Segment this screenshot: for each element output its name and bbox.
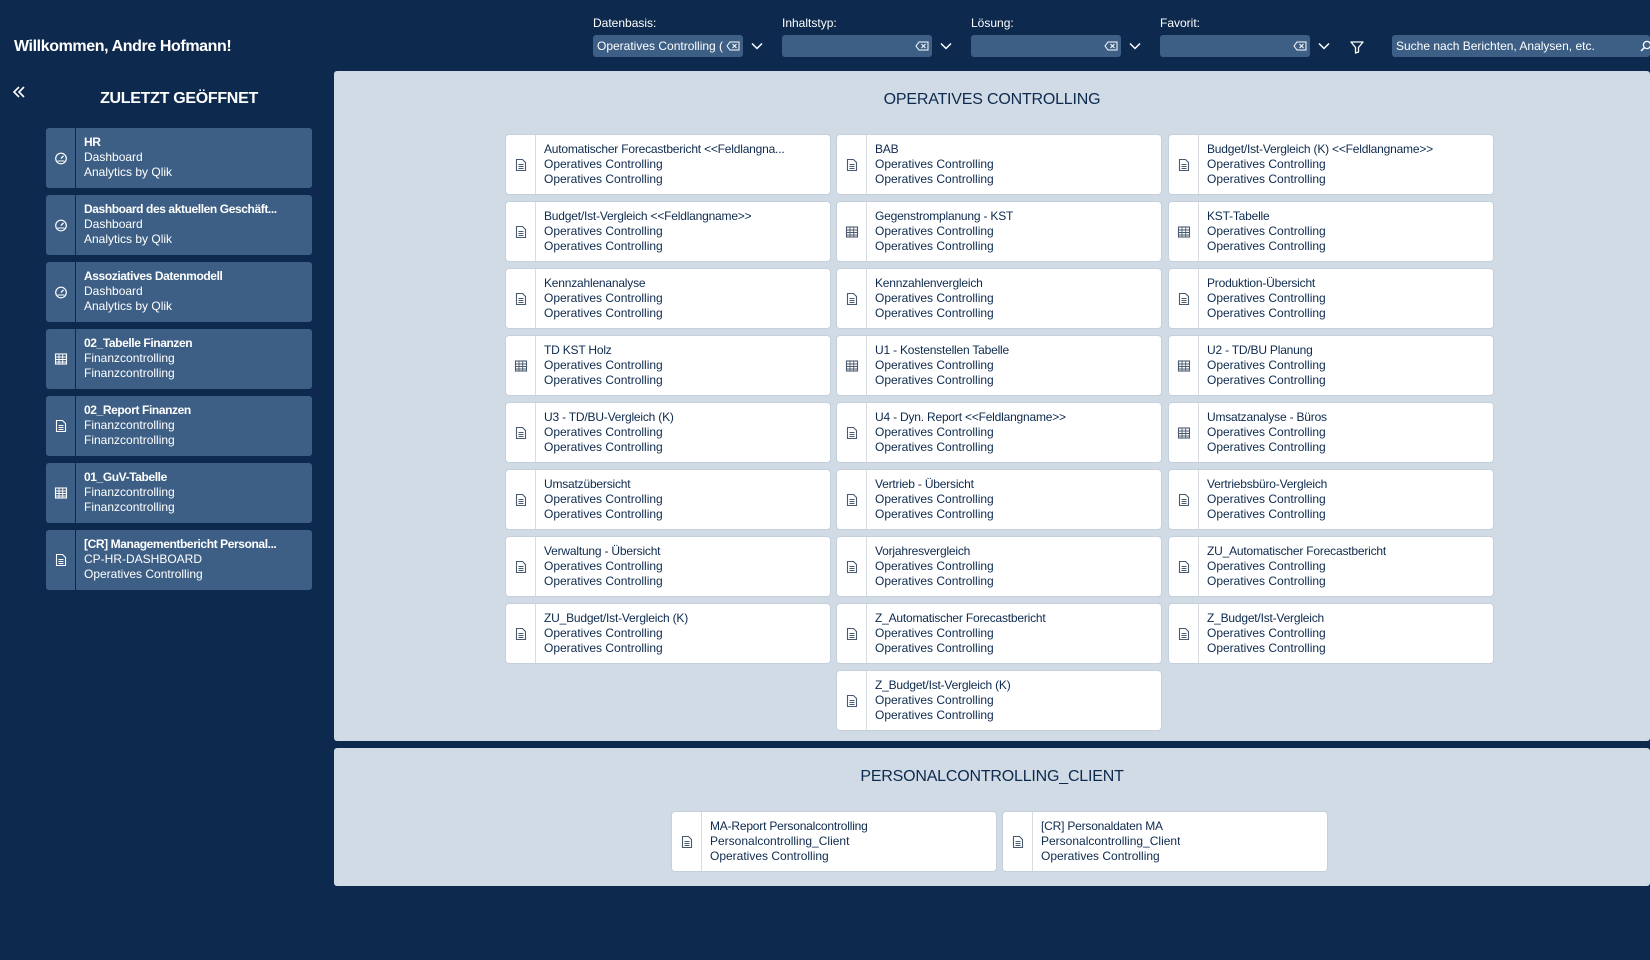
report-icon [837,671,867,730]
filter-select[interactable] [782,35,932,57]
card-line-2: Operatives Controlling [1207,425,1326,439]
card-name: Umsatzübersicht [544,477,631,491]
recent-item-source: Operatives Controlling [84,567,203,581]
card-line-2: Operatives Controlling [875,492,994,506]
card-name: Budget/Ist-Vergleich <<Feldlangname>> [544,209,752,223]
report-icon [506,135,536,194]
card-line-2: Operatives Controlling [875,224,994,238]
report-icon [1169,135,1199,194]
report-card[interactable] [506,135,830,194]
card-line-3: Operatives Controlling [1207,641,1326,655]
card-line-2: Operatives Controlling [1207,291,1326,305]
report-icon [1169,470,1199,529]
filter-2 [971,16,1014,30]
card-name: [CR] Personaldaten MA [1041,819,1163,833]
card-line-3: Operatives Controlling [1207,507,1326,521]
recent-item-type: Dashboard [84,217,143,231]
report-icon [506,604,536,663]
filter-select[interactable]: Operatives Controlling ( [593,35,743,57]
report-card[interactable] [506,202,830,261]
report-icon [1003,812,1033,871]
section-title: OPERATIVES CONTROLLING [883,91,1101,108]
report-icon [837,537,867,596]
card-name: Gegenstromplanung - KST [875,209,1014,223]
card-name: Vertriebsbüro-Vergleich [1207,477,1328,491]
table-icon [46,329,76,389]
card-line-2: Operatives Controlling [875,157,994,171]
card-name: Kennzahlenanalyse [544,276,646,290]
report-icon [1169,604,1199,663]
card-line-3: Operatives Controlling [875,373,994,387]
recent-list [46,128,312,597]
welcome-title: Willkommen, Andre Hofmann! [14,38,232,55]
report-card[interactable] [1169,269,1493,328]
report-icon [837,135,867,194]
chevron-down-icon[interactable] [938,35,954,57]
recent-item[interactable] [46,128,312,188]
card-line-2: Operatives Controlling [875,693,994,707]
card-line-2: Operatives Controlling [875,559,994,573]
card-name: Automatischer Forecastbericht <<Feldlangna... [544,142,785,156]
filter-select[interactable] [1160,35,1310,57]
card-name: Z_Budget/Ist-Vergleich [1207,611,1325,625]
table-icon [506,336,536,395]
card-line-3: Operatives Controlling [875,507,994,521]
table-icon [46,463,76,523]
recent-item[interactable] [46,195,312,255]
card-line-3: Operatives Controlling [1207,306,1326,320]
card-line-2: Operatives Controlling [544,157,663,171]
recent-item-type: Dashboard [84,150,143,164]
card-line-3: Operatives Controlling [544,641,663,655]
card-line-3: Operatives Controlling [1207,574,1326,588]
report-card[interactable] [1169,604,1493,663]
dashboard-icon [46,195,76,255]
clear-icon[interactable] [1101,35,1121,57]
report-card[interactable] [1169,470,1493,529]
card-line-2: Operatives Controlling [875,425,994,439]
card-line-3: Operatives Controlling [875,306,994,320]
section-title: PERSONALCONTROLLING_CLIENT [860,768,1124,785]
card-line-3: Operatives Controlling [1207,172,1326,186]
card-name: Produktion-Übersicht [1207,276,1316,290]
card-line-2: Operatives Controlling [544,291,663,305]
chevron-down-icon[interactable] [1316,35,1332,57]
recent-item-name: 02_Report Finanzen [84,403,191,417]
card-name: Vertrieb - Übersicht [875,477,974,491]
card-line-3: Operatives Controlling [875,239,994,253]
report-icon [837,403,867,462]
filter-select[interactable] [971,35,1121,57]
report-card[interactable] [837,202,1161,261]
report-card[interactable] [837,470,1161,529]
table-icon [837,336,867,395]
recent-item-source: Finanzcontrolling [84,433,175,447]
dashboard-icon [46,128,76,188]
card-line-2: Operatives Controlling [544,425,663,439]
card-name: MA-Report Personalcontrolling [710,819,868,833]
card-line-3: Operatives Controlling [1207,440,1326,454]
report-card[interactable] [506,336,830,395]
chevron-down-icon[interactable] [749,35,765,57]
report-icon [46,396,76,456]
recent-item[interactable] [46,463,312,523]
report-icon [506,537,536,596]
card-name: BAB [875,142,899,156]
recent-item-name: Assoziatives Datenmodell [84,269,223,283]
recent-item-type: Finanzcontrolling [84,418,175,432]
report-card[interactable] [1169,202,1493,261]
recent-item-source: Analytics by Qlik [84,165,173,179]
recent-item-name: 02_Tabelle Finanzen [84,336,193,350]
recent-item-type: Dashboard [84,284,143,298]
card-line-3: Operatives Controlling [544,172,663,186]
card-line-3: Operatives Controlling [544,239,663,253]
report-icon [506,403,536,462]
filter-0 [593,16,724,53]
report-icon [672,812,702,871]
report-icon [837,470,867,529]
table-icon [837,202,867,261]
card-line-3: Operatives Controlling [544,507,663,521]
recent-title: ZULETZT GEÖFFNET [100,90,258,107]
card-line-2: Operatives Controlling [875,358,994,372]
report-icon [837,604,867,663]
card-name: U3 - TD/BU-Vergleich (K) [544,410,674,424]
report-card[interactable] [506,537,830,596]
card-line-2: Operatives Controlling [1207,224,1326,238]
card-line-2: Operatives Controlling [1207,358,1326,372]
report-icon [46,530,76,590]
card-name: Z_Budget/Ist-Vergleich (K) [875,678,1011,692]
card-line-3: Operatives Controlling [544,574,663,588]
card-line-2: Operatives Controlling [544,626,663,640]
report-card[interactable] [837,269,1161,328]
card-line-3: Operatives Controlling [1207,373,1326,387]
card-line-2: Personalcontrolling_Client [710,834,850,848]
card-line-3: Operatives Controlling [1041,849,1160,863]
card-line-2: Operatives Controlling [544,559,663,573]
card-name: U1 - Kostenstellen Tabelle [875,343,1009,357]
card-line-2: Operatives Controlling [875,291,994,305]
recent-item[interactable] [46,396,312,456]
recent-item-source: Finanzcontrolling [84,500,175,514]
card-line-3: Operatives Controlling [1207,239,1326,253]
recent-item-name: Dashboard des aktuellen Geschäft... [84,202,277,216]
table-icon [1169,403,1199,462]
card-line-2: Operatives Controlling [1207,157,1326,171]
report-card[interactable] [1003,812,1327,871]
double-chevron-left-icon[interactable] [12,82,26,105]
recent-item-name: [CR] Managementbericht Personal... [84,537,277,551]
card-name: KST-Tabelle [1207,209,1270,223]
search-icon[interactable] [1640,39,1650,57]
filter-3 [1160,16,1200,30]
recent-item[interactable] [46,329,312,389]
filter-label: Lösung: [971,16,1014,30]
recent-item-name: HR [84,135,101,149]
card-name: Vorjahresvergleich [875,544,971,558]
card-line-2: Operatives Controlling [1207,626,1326,640]
card-line-3: Operatives Controlling [875,708,994,722]
section-personalcontrolling [334,748,1650,886]
report-card[interactable] [506,604,830,663]
card-line-2: Operatives Controlling [875,626,994,640]
card-name: Umsatzanalyse - Büros [1207,410,1327,424]
card-line-3: Operatives Controlling [544,440,663,454]
card-line-2: Operatives Controlling [1207,559,1326,573]
report-icon [1169,269,1199,328]
report-card[interactable] [1169,336,1493,395]
report-card[interactable] [1169,403,1493,462]
report-card[interactable] [837,671,1161,730]
card-line-3: Operatives Controlling [875,574,994,588]
card-line-3: Operatives Controlling [544,373,663,387]
recent-item-type: Finanzcontrolling [84,351,175,365]
report-card[interactable] [837,403,1161,462]
clear-icon[interactable] [1290,35,1310,57]
report-icon [837,269,867,328]
dashboard-icon [46,262,76,322]
recent-item-type: Finanzcontrolling [84,485,175,499]
card-line-2: Operatives Controlling [544,224,663,238]
table-icon [1169,202,1199,261]
recent-item-source: Finanzcontrolling [84,366,175,380]
report-card[interactable] [506,470,830,529]
card-line-2: Operatives Controlling [1207,492,1326,506]
clear-icon[interactable] [723,35,743,57]
clear-icon[interactable] [912,35,932,57]
recent-item-source: Analytics by Qlik [84,299,173,313]
card-name: U2 - TD/BU Planung [1207,343,1313,357]
chevron-down-icon[interactable] [1127,35,1143,57]
report-card[interactable] [506,403,830,462]
report-card[interactable] [837,604,1161,663]
report-card[interactable] [1169,135,1493,194]
report-card[interactable] [837,336,1161,395]
filter-icon[interactable] [1348,36,1366,58]
card-name: Budget/Ist-Vergleich (K) <<Feldlangname>> [1207,142,1433,156]
section-operatives-controlling [334,71,1650,741]
report-card[interactable] [837,537,1161,596]
card-name: Kennzahlenvergleich [875,276,983,290]
report-card[interactable] [1169,537,1493,596]
card-name: Z_Automatischer Forecastbericht [875,611,1046,625]
filter-1 [782,16,837,30]
card-line-2: Personalcontrolling_Client [1041,834,1181,848]
report-icon [506,470,536,529]
card-name: U4 - Dyn. Report <<Feldlangname>> [875,410,1066,424]
report-icon [506,269,536,328]
card-line-3: Operatives Controlling [875,641,994,655]
filter-label: Inhaltstyp: [782,16,837,30]
card-name: ZU_Budget/Ist-Vergleich (K) [544,611,688,625]
card-name: TD KST Holz [544,343,612,357]
report-card[interactable] [506,269,830,328]
recent-item-type: CP-HR-DASHBOARD [84,552,203,566]
recent-item[interactable] [46,530,312,590]
search-input[interactable]: Suche nach Berichten, Analysen, etc. [1392,35,1650,57]
card-line-3: Operatives Controlling [544,306,663,320]
filter-label: Favorit: [1160,16,1201,30]
report-icon [506,202,536,261]
report-card[interactable] [672,812,996,871]
card-line-2: Operatives Controlling [544,358,663,372]
recent-item[interactable] [46,262,312,322]
card-name: Verwaltung - Übersicht [544,544,661,558]
report-icon [1169,537,1199,596]
card-line-3: Operatives Controlling [875,172,994,186]
recent-item-name: 01_GuV-Tabelle [84,470,167,484]
report-card[interactable] [837,135,1161,194]
card-line-3: Operatives Controlling [875,440,994,454]
card-line-2: Operatives Controlling [544,492,663,506]
card-line-3: Operatives Controlling [710,849,829,863]
filter-label: Datenbasis: [593,16,657,30]
table-icon [1169,336,1199,395]
card-name: ZU_Automatischer Forecastbericht [1207,544,1387,558]
recent-item-source: Analytics by Qlik [84,232,173,246]
